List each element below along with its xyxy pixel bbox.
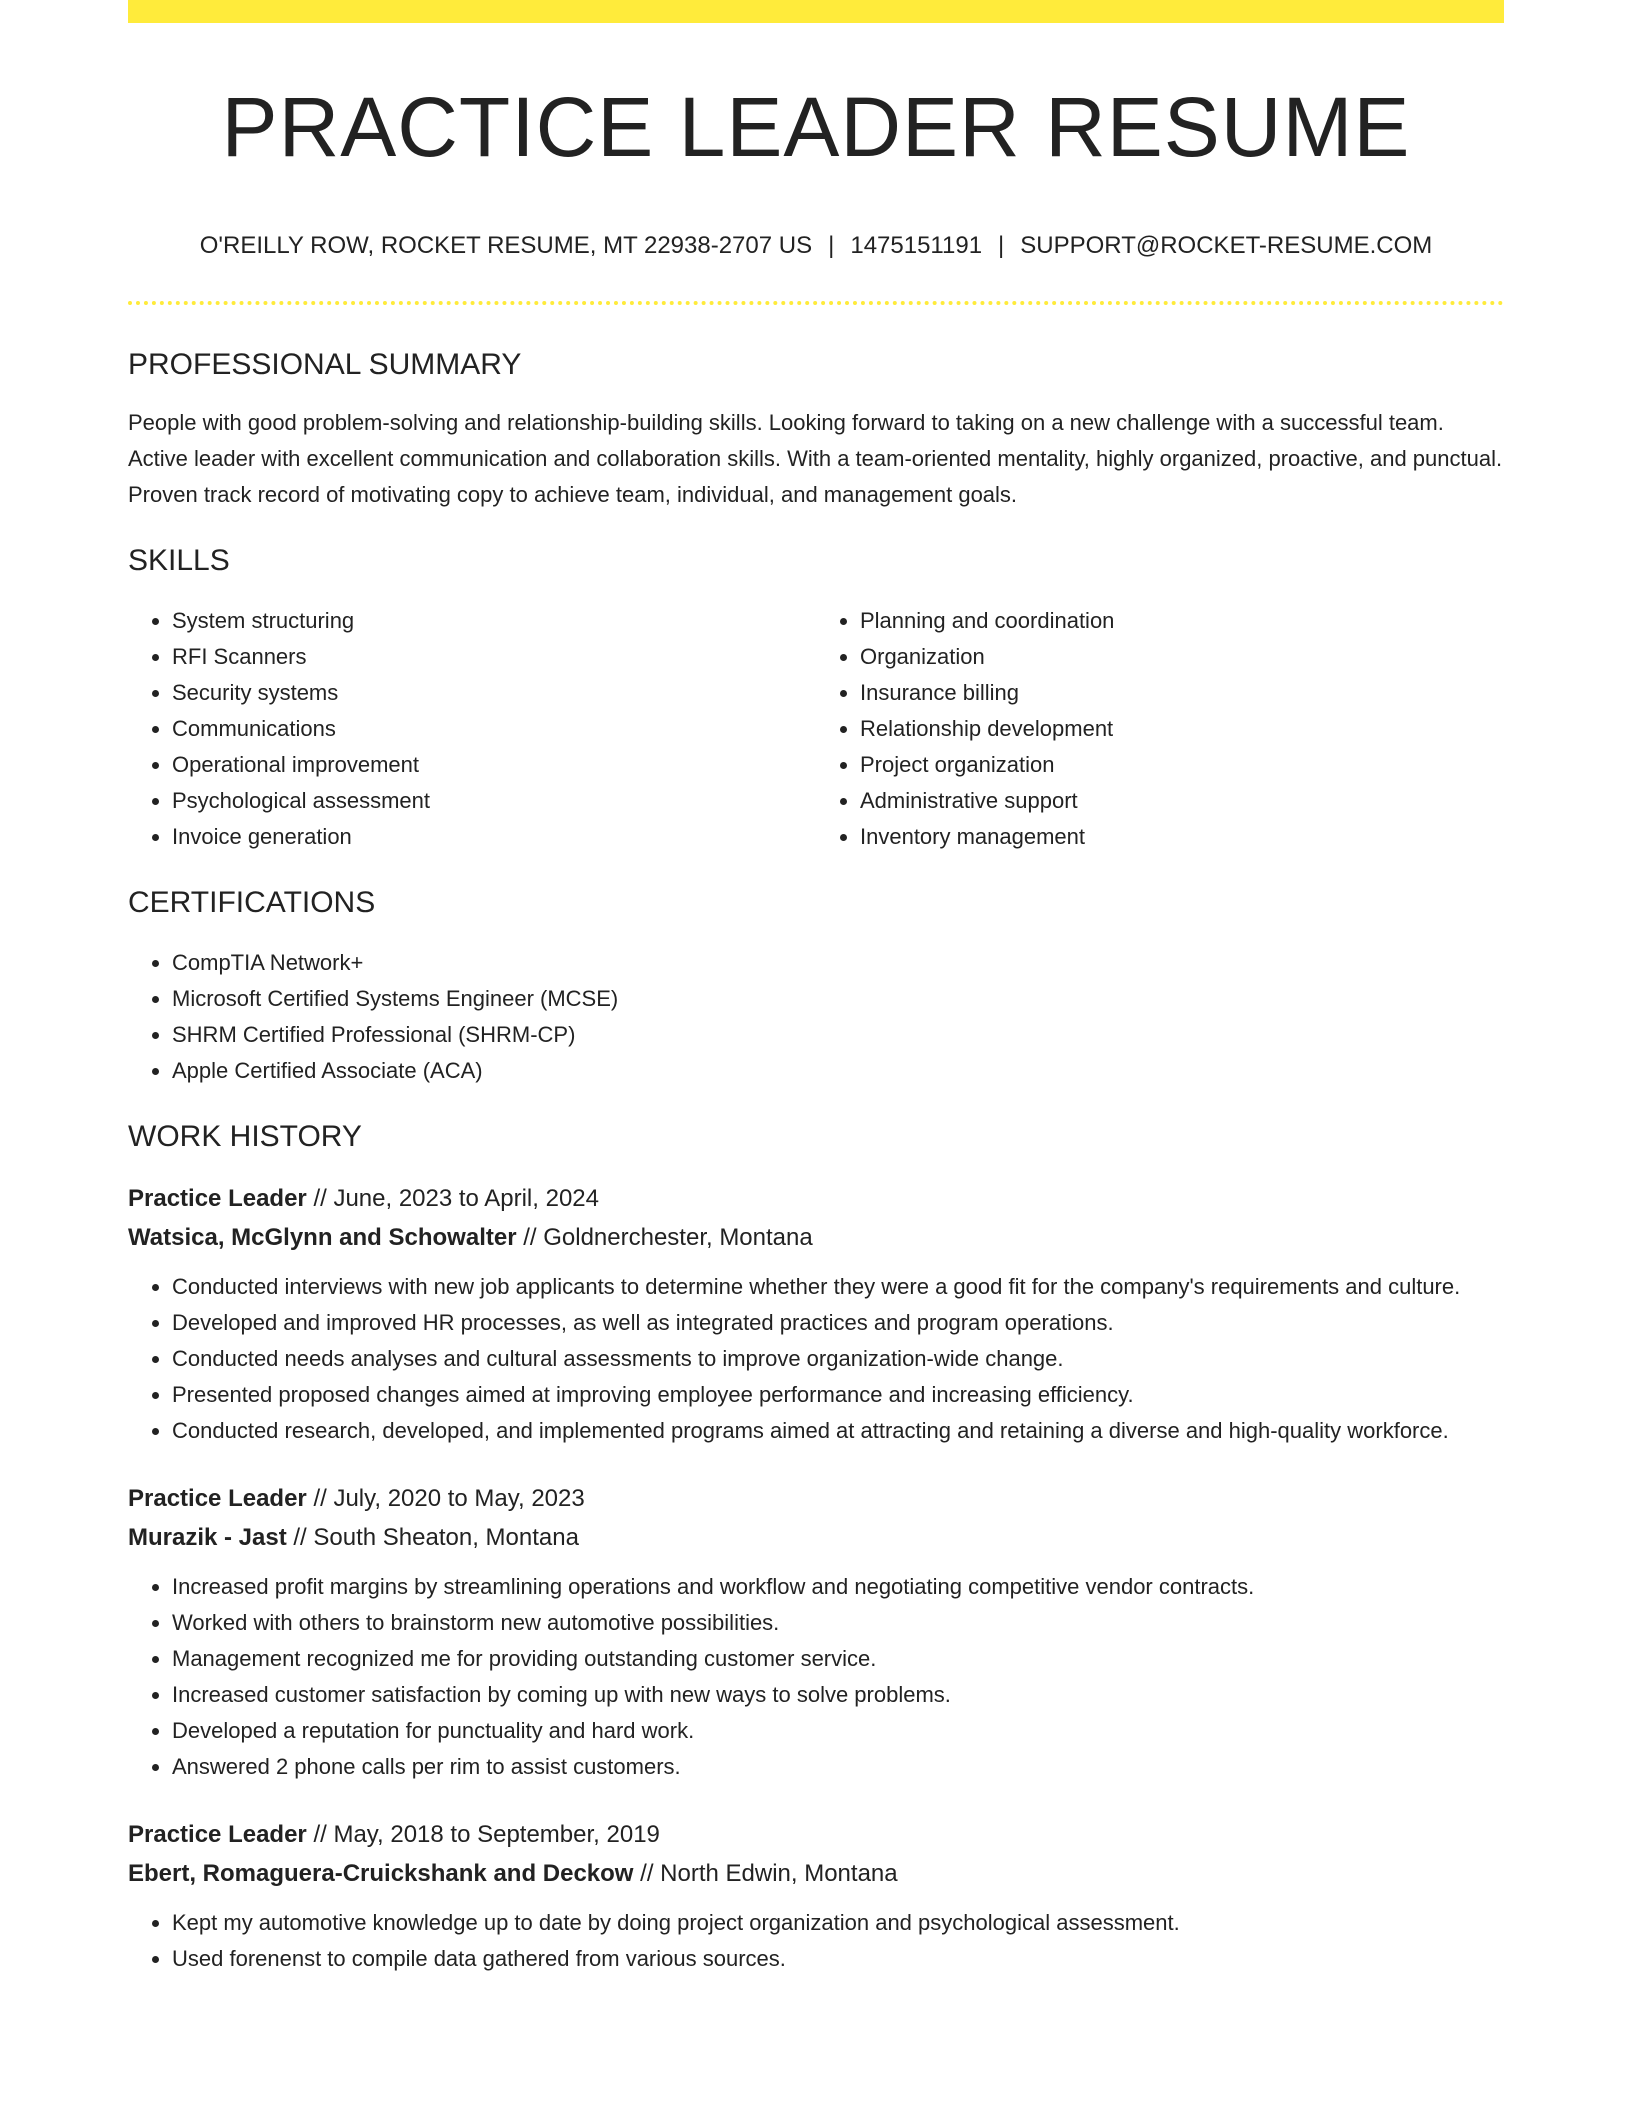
dotted-divider (128, 301, 1504, 305)
list-item: • Inventory management (860, 819, 1504, 855)
work-history-heading: WORK HISTORY (128, 1120, 362, 1153)
job-title: Practice Leader (128, 1821, 307, 1848)
contact-phone: 1475151191 (850, 232, 983, 259)
summary-heading: PROFESSIONAL SUMMARY (128, 348, 522, 381)
list-item: • Organization (860, 639, 1504, 675)
list-item: • Operational improvement (172, 747, 816, 783)
certifications-list (128, 945, 1504, 1089)
job-title: Practice Leader (128, 1485, 307, 1512)
job-company-line (128, 1518, 1504, 1557)
list-item: • RFI Scanners (172, 639, 816, 675)
job-bullets (128, 1905, 1504, 1977)
list-item: • Psychological assessment (172, 783, 816, 819)
resume-title: PRACTICE LEADER RESUME (221, 80, 1411, 174)
certifications-heading: CERTIFICATIONS (128, 886, 376, 919)
job-entry (128, 1479, 1504, 1785)
list-item: • Project organization (860, 747, 1504, 783)
list-item: • Increased profit margins by streamlining operations and workflow and negotiating competitive vendor contracts. (172, 1569, 1504, 1605)
list-item: • Used forenenst to compile data gathered from various sources. (172, 1941, 1504, 1977)
job-title-line (128, 1815, 1504, 1854)
contact-separator: | (998, 232, 1005, 259)
job-title-line (128, 1479, 1504, 1518)
list-item: • Invoice generation (172, 819, 816, 855)
list-item: • System structuring (172, 603, 816, 639)
job-entry (128, 1815, 1504, 1977)
list-item: • Apple Certified Associate (ACA) (172, 1053, 1504, 1089)
list-item: • Answered 2 phone calls per rim to assist customers. (172, 1749, 1504, 1785)
job-company-line (128, 1854, 1504, 1893)
job-bullets (128, 1269, 1504, 1449)
job-location: // North Edwin, Montana (633, 1860, 898, 1887)
list-item: • Security systems (172, 675, 816, 711)
list-item: • Planning and coordination (860, 603, 1504, 639)
job-dates: // July, 2020 to May, 2023 (306, 1485, 585, 1512)
skills-columns (128, 603, 1504, 855)
job-title-line (128, 1179, 1504, 1218)
job-dates: // May, 2018 to September, 2019 (306, 1821, 660, 1848)
list-item: • Administrative support (860, 783, 1504, 819)
list-item: • Conducted interviews with new job applicants to determine whether they were a good fit for the company's requirements and culture. (172, 1269, 1504, 1305)
list-item: • Developed a reputation for punctuality and hard work. (172, 1713, 1504, 1749)
job-company: Murazik - Jast (128, 1524, 287, 1551)
summary-text: People with good problem-solving and relationship-building skills. Looking forward to taking on a new challenge with a successful team. Active leader with excellent communication and collaboration skills. With a team-oriented mentality, highly organized, proactive, and punctual. Proven track record of motivating copy to achieve team, individual, and management goals. (128, 410, 1503, 507)
job-location: // Goldnerchester, Montana (516, 1224, 813, 1251)
contact-email[interactable]: SUPPORT@ROCKET-RESUME.COM (1020, 232, 1433, 259)
accent-top-bar (128, 0, 1504, 23)
list-item: • Increased customer satisfaction by coming up with new ways to solve problems. (172, 1677, 1504, 1713)
skills-heading: SKILLS (128, 544, 230, 577)
job-dates: // June, 2023 to April, 2024 (306, 1185, 599, 1212)
job-title: Practice Leader (128, 1185, 307, 1212)
list-item: • Management recognized me for providing outstanding customer service. (172, 1641, 1504, 1677)
job-company: Watsica, McGlynn and Schowalter (128, 1224, 517, 1251)
contact-address: O'REILLY ROW, ROCKET RESUME, MT 22938-2707 US (199, 232, 813, 259)
job-company: Ebert, Romaguera-Cruickshank and Deckow (128, 1860, 634, 1887)
list-item: • Insurance billing (860, 675, 1504, 711)
skills-list-left (128, 603, 816, 855)
list-item: • Conducted research, developed, and implemented programs aimed at attracting and retaining a diverse and high-quality workforce. (172, 1413, 1504, 1449)
list-item: • Microsoft Certified Systems Engineer (MCSE) (172, 981, 1504, 1017)
list-item: • Presented proposed changes aimed at improving employee performance and increasing efficiency. (172, 1377, 1504, 1413)
job-company-line (128, 1218, 1504, 1257)
job-location: // South Sheaton, Montana (286, 1524, 579, 1551)
job-entry (128, 1179, 1504, 1449)
list-item: • Developed and improved HR processes, as well as integrated practices and program operations. (172, 1305, 1504, 1341)
job-bullets (128, 1569, 1504, 1785)
list-item: • CompTIA Network+ (172, 945, 1504, 981)
contact-separator: | (828, 232, 835, 259)
list-item: • Communications (172, 711, 816, 747)
resume-page (128, 0, 1504, 1977)
skills-list-right (816, 603, 1504, 855)
list-item: • SHRM Certified Professional (SHRM-CP) (172, 1017, 1504, 1053)
list-item: • Relationship development (860, 711, 1504, 747)
contact-line (128, 231, 1504, 261)
list-item: • Conducted needs analyses and cultural assessments to improve organization-wide change. (172, 1341, 1504, 1377)
list-item: • Worked with others to brainstorm new automotive possibilities. (172, 1605, 1504, 1641)
list-item: • Kept my automotive knowledge up to date by doing project organization and psychological assessment. (172, 1905, 1504, 1941)
